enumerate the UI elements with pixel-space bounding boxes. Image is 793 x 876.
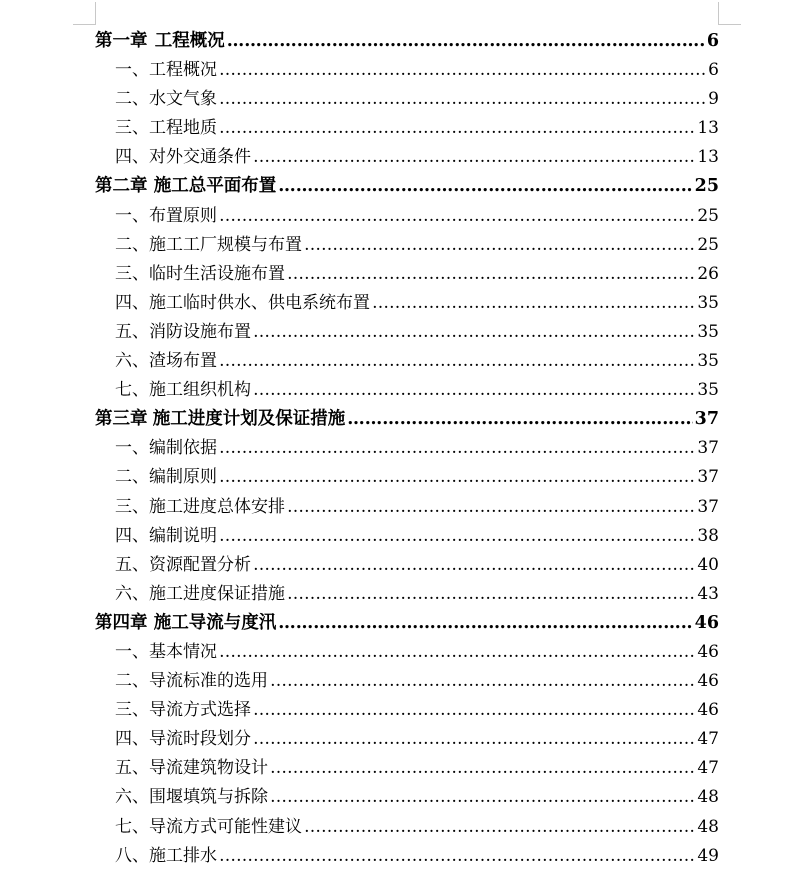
toc-dot-leader — [253, 376, 695, 405]
toc-entry-number: 五、 — [115, 321, 149, 342]
toc-dot-leader — [219, 522, 695, 551]
toc-entry-title: 资源配置分析 — [149, 554, 251, 575]
toc-dot-leader — [227, 27, 705, 56]
toc-entry-title: 施工临时供水、供电系统布置 — [149, 292, 370, 313]
toc-entry-number: 七、 — [115, 380, 149, 401]
toc-chapter-entry[interactable] — [95, 27, 719, 56]
toc-section-entry[interactable] — [95, 725, 719, 754]
toc-chapter-entry[interactable] — [95, 405, 719, 434]
toc-dot-leader — [253, 143, 695, 172]
toc-page-number: 37 — [697, 467, 719, 488]
toc-entry-title: 导流建筑物设计 — [149, 758, 268, 779]
toc-page-number: 46 — [694, 612, 719, 633]
toc-dot-leader — [347, 405, 692, 434]
toc-entry-title: 编制依据 — [149, 438, 217, 459]
toc-entry-title: 对外交通条件 — [149, 147, 251, 168]
toc-dot-leader — [253, 551, 695, 580]
toc-dot-leader — [287, 493, 695, 522]
toc-entry-number: 三、 — [115, 496, 149, 517]
toc-page-number: 25 — [697, 205, 719, 226]
toc-dot-leader — [253, 696, 695, 725]
toc-dot-leader — [219, 56, 706, 85]
toc-dot-leader — [219, 85, 706, 114]
toc-entry-number: 一、 — [115, 438, 149, 459]
toc-dot-leader — [270, 667, 695, 696]
toc-page-number: 40 — [697, 554, 719, 575]
toc-entry-title: 水文气象 — [149, 89, 217, 110]
toc-page-number: 6 — [708, 60, 719, 81]
toc-dot-leader — [287, 580, 695, 609]
toc-entry-number: 四、 — [115, 147, 149, 168]
toc-entry-title: 围堰填筑与拆除 — [149, 787, 268, 808]
toc-page-number: 48 — [697, 787, 719, 808]
toc-dot-leader — [219, 434, 695, 463]
toc-dot-leader — [270, 754, 695, 783]
toc-entry-number: 五、 — [115, 554, 149, 575]
toc-page-number: 35 — [697, 380, 719, 401]
toc-entry-number: 三、 — [115, 118, 149, 139]
toc-section-entry[interactable] — [95, 376, 719, 405]
toc-page-number: 26 — [697, 263, 719, 284]
toc-chapter-entry[interactable] — [95, 172, 719, 201]
toc-chapter-entry[interactable] — [95, 609, 719, 638]
page-corner-mark-left — [73, 2, 96, 25]
toc-section-entry[interactable] — [95, 842, 719, 871]
toc-section-entry[interactable] — [95, 260, 719, 289]
toc-entry-number: 一、 — [115, 641, 149, 662]
toc-entry-number: 一、 — [115, 205, 149, 226]
toc-entry-number: 二、 — [115, 467, 149, 488]
toc-entry-title: 施工排水 — [149, 845, 217, 866]
toc-section-entry[interactable] — [95, 638, 719, 667]
toc-section-entry[interactable] — [95, 551, 719, 580]
toc-entry-title: 临时生活设施布置 — [149, 263, 285, 284]
toc-page-number: 46 — [697, 641, 719, 662]
toc-entry-title: 施工进度计划及保证措施 — [152, 409, 346, 430]
toc-page-number: 43 — [697, 583, 719, 604]
toc-entry-number: 六、 — [115, 787, 149, 808]
toc-entry-number: 二、 — [115, 671, 149, 692]
toc-dot-leader — [278, 609, 692, 638]
table-of-contents — [95, 27, 719, 871]
toc-entry-title: 施工进度总体安排 — [149, 496, 285, 517]
toc-page-number: 46 — [697, 700, 719, 721]
toc-page-number: 47 — [697, 729, 719, 750]
toc-entry-title: 渣场布置 — [149, 351, 217, 372]
toc-entry-title: 导流方式可能性建议 — [149, 816, 302, 837]
toc-section-entry[interactable] — [95, 696, 719, 725]
toc-section-entry[interactable] — [95, 434, 719, 463]
toc-dot-leader — [219, 114, 695, 143]
toc-entry-title: 基本情况 — [149, 641, 217, 662]
toc-section-entry[interactable] — [95, 202, 719, 231]
toc-page-number: 37 — [697, 496, 719, 517]
toc-dot-leader — [253, 725, 695, 754]
toc-page-number: 35 — [697, 351, 719, 372]
toc-dot-leader — [278, 172, 692, 201]
toc-section-entry[interactable] — [95, 289, 719, 318]
toc-entry-title: 导流时段划分 — [149, 729, 251, 750]
toc-section-entry[interactable] — [95, 143, 719, 172]
toc-section-entry[interactable] — [95, 667, 719, 696]
toc-page-number: 38 — [697, 525, 719, 546]
toc-page-number: 25 — [697, 234, 719, 255]
toc-entry-title: 施工进度保证措施 — [149, 583, 285, 604]
toc-dot-leader — [219, 202, 695, 231]
toc-entry-number: 五、 — [115, 758, 149, 779]
toc-section-entry[interactable] — [95, 56, 719, 85]
toc-entry-number: 第四章 — [95, 612, 148, 633]
toc-page-number: 49 — [697, 845, 719, 866]
toc-entry-number: 四、 — [115, 525, 149, 546]
toc-page-number: 35 — [697, 292, 719, 313]
toc-entry-number: 八、 — [115, 845, 149, 866]
toc-section-entry[interactable] — [95, 85, 719, 114]
toc-dot-leader — [219, 638, 695, 667]
toc-entry-number: 四、 — [115, 729, 149, 750]
toc-section-entry[interactable] — [95, 493, 719, 522]
toc-section-entry[interactable] — [95, 318, 719, 347]
toc-section-entry[interactable] — [95, 231, 719, 260]
toc-entry-number: 二、 — [115, 234, 149, 255]
toc-dot-leader — [219, 347, 695, 376]
toc-page-number: 13 — [697, 147, 719, 168]
toc-page-number: 9 — [708, 89, 719, 110]
toc-dot-leader — [287, 260, 695, 289]
toc-entry-title: 工程概况 — [154, 31, 225, 51]
toc-dot-leader — [253, 318, 695, 347]
toc-entry-title: 导流标准的选用 — [149, 671, 268, 692]
toc-dot-leader — [372, 289, 695, 318]
toc-entry-title: 编制原则 — [149, 467, 217, 488]
toc-entry-number: 七、 — [115, 816, 149, 837]
toc-entry-title: 编制说明 — [149, 525, 217, 546]
toc-section-entry[interactable] — [95, 522, 719, 551]
toc-dot-leader — [270, 783, 695, 812]
toc-page-number: 37 — [694, 409, 719, 430]
toc-section-entry[interactable] — [95, 813, 719, 842]
toc-page-number: 35 — [697, 321, 719, 342]
toc-page-number: 13 — [697, 118, 719, 139]
toc-entry-number: 第三章 — [95, 409, 148, 430]
toc-page-number: 48 — [697, 816, 719, 837]
toc-dot-leader — [219, 463, 695, 492]
toc-section-entry[interactable] — [95, 347, 719, 376]
toc-page-number: 37 — [697, 438, 719, 459]
toc-entry-number: 三、 — [115, 700, 149, 721]
toc-entry-number: 二、 — [115, 89, 149, 110]
toc-entry-number: 第一章 — [95, 31, 148, 51]
toc-entry-title: 布置原则 — [149, 205, 217, 226]
toc-entry-title: 施工组织机构 — [149, 380, 251, 401]
toc-section-entry[interactable] — [95, 754, 719, 783]
toc-entry-title: 消防设施布置 — [149, 321, 251, 342]
toc-page-number: 6 — [706, 31, 719, 51]
toc-section-entry[interactable] — [95, 463, 719, 492]
toc-section-entry[interactable] — [95, 783, 719, 812]
toc-entry-number: 三、 — [115, 263, 149, 284]
toc-entry-title: 工程地质 — [149, 118, 217, 139]
toc-dot-leader — [304, 813, 695, 842]
toc-entry-title: 施工工厂规模与布置 — [149, 234, 302, 255]
toc-entry-number: 四、 — [115, 292, 149, 313]
toc-entry-title: 工程概况 — [149, 60, 217, 81]
toc-entry-number: 第二章 — [95, 176, 148, 197]
toc-entry-number: 六、 — [115, 583, 149, 604]
toc-entry-number: 六、 — [115, 351, 149, 372]
toc-page-number: 47 — [697, 758, 719, 779]
toc-dot-leader — [304, 231, 695, 260]
toc-section-entry[interactable] — [95, 114, 719, 143]
toc-page-number: 25 — [694, 176, 719, 197]
toc-entry-number: 一、 — [115, 60, 149, 81]
toc-entry-title: 施工总平面布置 — [153, 176, 277, 197]
toc-dot-leader — [219, 842, 695, 871]
page-corner-mark-right — [718, 2, 741, 25]
toc-entry-title: 导流方式选择 — [149, 700, 251, 721]
toc-entry-title: 施工导流与度汛 — [153, 612, 277, 633]
toc-section-entry[interactable] — [95, 580, 719, 609]
toc-page-number: 46 — [697, 671, 719, 692]
